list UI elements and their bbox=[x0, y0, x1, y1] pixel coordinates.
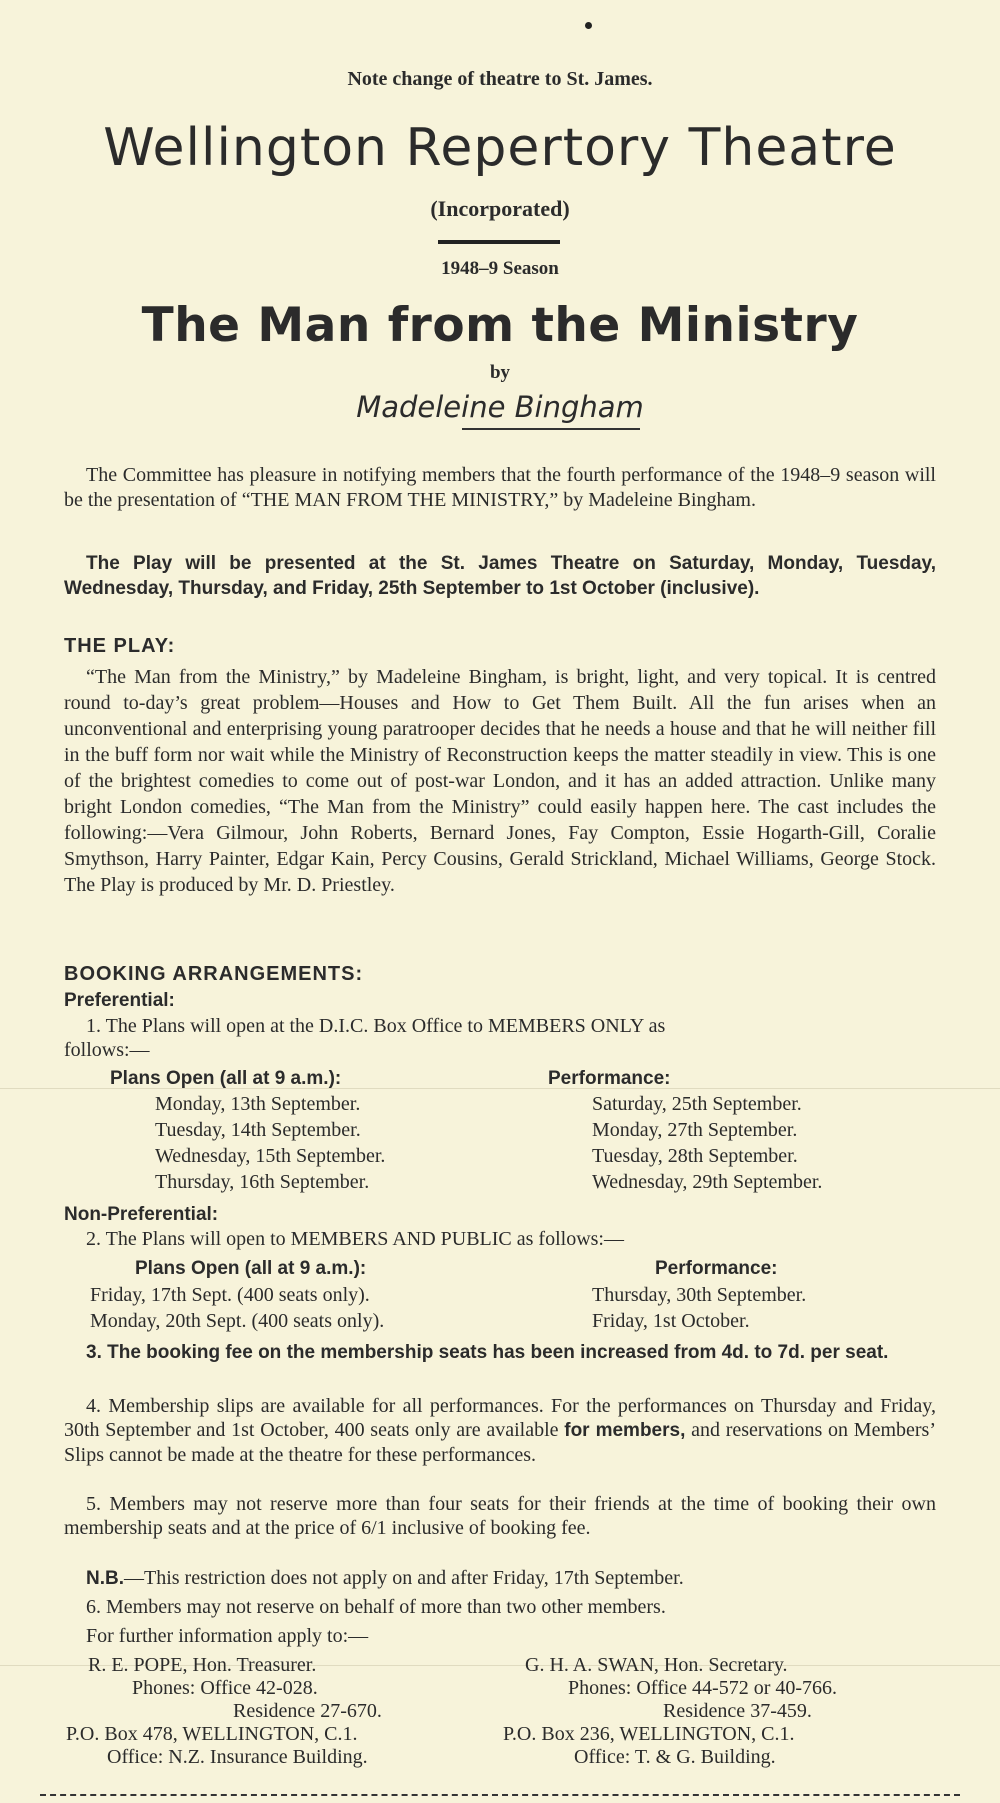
treasurer-residence: Residence 27-670. bbox=[233, 1700, 382, 1722]
plan-date: Tuesday, 14th September. bbox=[155, 1119, 361, 1141]
performance-date: Thursday, 30th September. bbox=[592, 1284, 807, 1306]
performance-date: Tuesday, 28th September. bbox=[592, 1145, 798, 1167]
membership-slips-text-end: and reservations on Members’ Slips cannot be made at the theatre for these performances. bbox=[64, 1419, 936, 1466]
intro-paragraph: The Committee has pleasure in notifying members that the fourth performance of the 1948–9 season will be the presentation of “THE MAN FROM THE MINISTRY,” by Madeleine Bingham. bbox=[64, 464, 936, 511]
non-preferential-item-2: 2. The Plans will open to MEMBERS AND PUBLIC as follows:— bbox=[86, 1228, 624, 1250]
nb-label: N.B. bbox=[86, 1568, 124, 1589]
preferential-item-1: 1. The Plans will open at the D.I.C. Box Office to MEMBERS ONLY as bbox=[86, 1015, 666, 1037]
treasurer-phones: Phones: Office 42-028. bbox=[132, 1677, 318, 1699]
secretary-name: G. H. A. SWAN, Hon. Secretary. bbox=[525, 1654, 788, 1676]
membership-slips-item bbox=[64, 1394, 936, 1467]
plan-date: Thursday, 16th September. bbox=[155, 1171, 370, 1193]
author-underline bbox=[462, 428, 640, 430]
further-info-label: For further information apply to:— bbox=[86, 1625, 369, 1647]
plans-open-header: Plans Open (all at 9 a.m.): bbox=[110, 1068, 342, 1089]
the-play-text: “The Man from the Ministry,” by Madeleine Bingham, is bright, light, and very topical. It is centred round to-day’s great problem—Houses and How to Get Them Built. All the fun arises when an unconventional and enterprising young paratrooper decides that he needs a house and that he will neither fill in the buff form nor wait while the Ministry of Reconstruction keeps the matter steadily in view. This is one of the brightest comedies to come out of post-war London, and it has an added attraction. Unlike many bright London comedies, “The Man from the Ministry” could easily happen here. The cast includes the following:—Vera Gilmour, John Roberts, Bernard Jones, Fay Compton, Essie Hogarth-Gill, Coralie Smythson, Harry Painter, Edgar Kain, Percy Cousins, Gerald Strickland, Michael Williams, George Stock. The Play is produced by Mr. D. Priestley. bbox=[64, 666, 936, 896]
treasurer-office: Office: N.Z. Insurance Building. bbox=[107, 1746, 368, 1768]
nb-text: —This restriction does not apply on and after Friday, 17th September. bbox=[124, 1567, 684, 1589]
title-divider bbox=[438, 240, 560, 244]
secretary-office: Office: T. & G. Building. bbox=[574, 1746, 776, 1768]
plan-date: Monday, 13th September. bbox=[155, 1093, 361, 1115]
booking-heading: BOOKING ARRANGEMENTS: bbox=[64, 963, 364, 985]
incorporated-label: (Incorporated) bbox=[430, 196, 570, 221]
by-label: by bbox=[489, 362, 511, 383]
theatre-change-note: Note change of theatre to St. James. bbox=[347, 68, 653, 90]
author-name: Madeleine Bingham bbox=[356, 390, 644, 424]
for-members-text: for members, bbox=[564, 1420, 686, 1441]
membership-slips-text: 4. Membership slips are available for all performances. For the performances on Thursday and Friday, 30th September and 1st October, 400 seats only are available bbox=[64, 1395, 936, 1441]
tear-off-line bbox=[40, 1794, 960, 1796]
the-play-heading: THE PLAY: bbox=[64, 635, 176, 657]
plan-date: Monday, 20th Sept. (400 seats only). bbox=[90, 1310, 385, 1332]
preferential-label: Preferential: bbox=[64, 990, 175, 1011]
presentation-paragraph: The Play will be presented at the St. James Theatre on Saturday, Monday, Tuesday, Wednesday, Thursday, and Friday, 25th September to 1st October (inclusive). bbox=[64, 553, 936, 599]
performance-date: Saturday, 25th September. bbox=[592, 1093, 802, 1115]
secretary-box: P.O. Box 236, WELLINGTON, C.1. bbox=[503, 1723, 795, 1745]
performance-date: Wednesday, 29th September. bbox=[592, 1171, 823, 1193]
plan-date: Friday, 17th Sept. (400 seats only). bbox=[90, 1284, 370, 1306]
theatre-title: Wellington Repertory Theatre bbox=[103, 118, 897, 178]
secretary-residence: Residence 37-459. bbox=[663, 1700, 812, 1722]
nb-note bbox=[86, 1567, 684, 1590]
behalf-limit-item: 6. Members may not reserve on behalf of more than two other members. bbox=[86, 1596, 666, 1618]
plan-date: Wednesday, 15th September. bbox=[155, 1145, 386, 1167]
performance-date: Friday, 1st October. bbox=[592, 1310, 750, 1332]
play-title: The Man from the Ministry bbox=[141, 298, 859, 353]
treasurer-name: R. E. POPE, Hon. Treasurer. bbox=[88, 1654, 317, 1676]
ink-dot bbox=[585, 22, 592, 29]
plans-open-header: Plans Open (all at 9 a.m.): bbox=[135, 1258, 367, 1279]
reservation-limit-item: 5. Members may not reserve more than four seats for their friends at the time of booking their own membership seats and at the price of 6/1 inclusive of booking fee. bbox=[64, 1493, 936, 1539]
performance-header: Performance: bbox=[548, 1068, 671, 1089]
performance-header: Performance: bbox=[655, 1258, 778, 1279]
performance-date: Monday, 27th September. bbox=[592, 1119, 798, 1141]
non-preferential-label: Non-Preferential: bbox=[64, 1204, 219, 1225]
secretary-phones: Phones: Office 44-572 or 40-766. bbox=[568, 1677, 838, 1699]
treasurer-box: P.O. Box 478, WELLINGTON, C.1. bbox=[66, 1723, 358, 1745]
preferential-item-1-cont: follows:— bbox=[64, 1039, 150, 1061]
booking-fee-item: 3. The booking fee on the membership seats has been increased from 4d. to 7d. per seat. bbox=[86, 1342, 889, 1363]
season-label: 1948–9 Season bbox=[441, 258, 559, 279]
